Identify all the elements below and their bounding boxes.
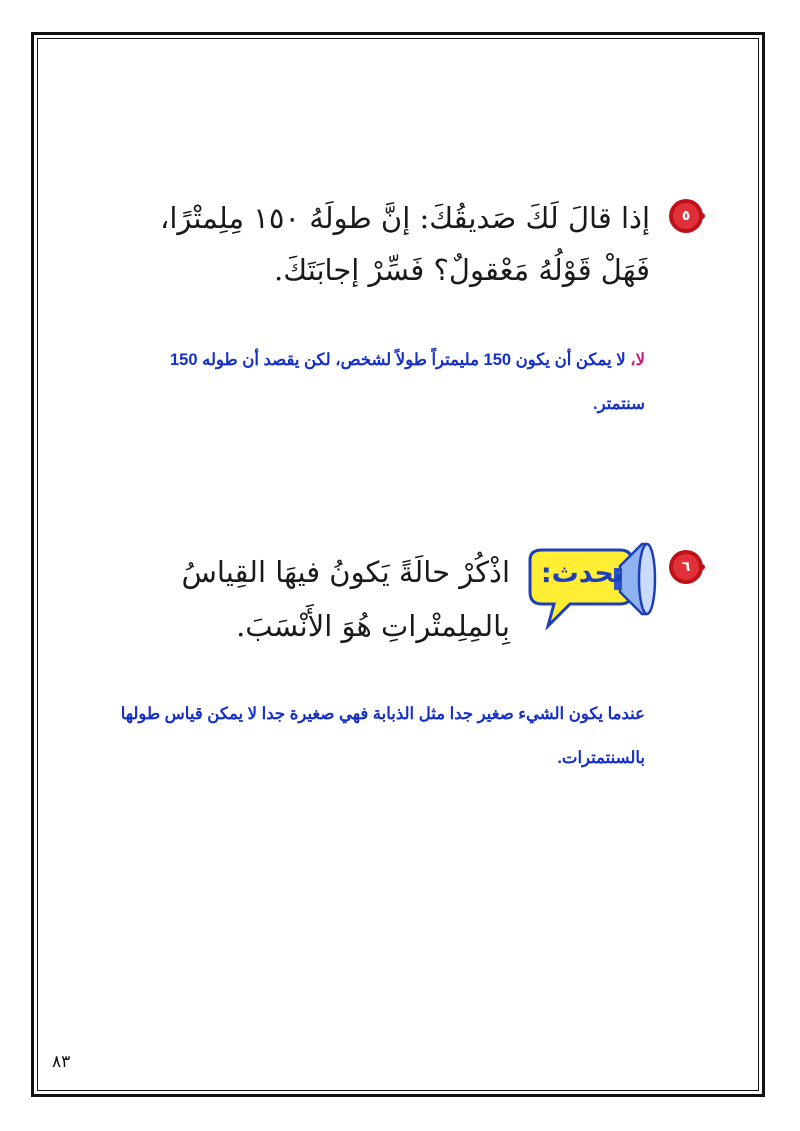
- question-5-answer: [125, 338, 645, 426]
- speak-callout: [520, 530, 660, 630]
- question-6-answer-line-1: عندما يكون الشيء صغير جدا مثل الذبابة فهي صغيرة جدا لا يمكن قياس طولها: [120, 705, 645, 723]
- question-5-answer-line-2: سنتمتر.: [593, 395, 645, 413]
- question-5-number-badge: [667, 197, 705, 235]
- question-5-line-2: فَهَلْ قَوْلُهُ مَعْقولٌ؟ فَسِّرْ إجابَتَكَ.: [274, 253, 650, 287]
- question-5-answer-lead: لا،: [625, 351, 645, 369]
- page-number: ٨٣: [52, 1052, 71, 1072]
- question-6-answer: [85, 692, 645, 780]
- question-6-line-1: اذْكُرْ حالَةً يَكونُ فيهَا القِياسُ: [181, 555, 510, 589]
- speak-label: تحدث:: [540, 558, 624, 589]
- question-5-answer-line-1: لا، لا يمكن أن يكون 150 مليمتراً طولاً لشخص، لكن يقصد أن طوله 150: [169, 351, 645, 369]
- question-5-line-1: إذا قالَ لَكَ صَديقُكَ: إنَّ طولَهُ ١٥٠ مِلِمتْرًا،: [159, 201, 650, 235]
- question-6-line-2: بِالمِلِمتْراتِ هُوَ الأَنْسَبَ.: [236, 609, 510, 643]
- question-5-number: ٥: [681, 208, 691, 224]
- question-6-answer-line-2: بالسنتمترات.: [557, 749, 645, 767]
- question-6-number-badge: [667, 548, 705, 586]
- question-6-number: ٦: [681, 559, 691, 575]
